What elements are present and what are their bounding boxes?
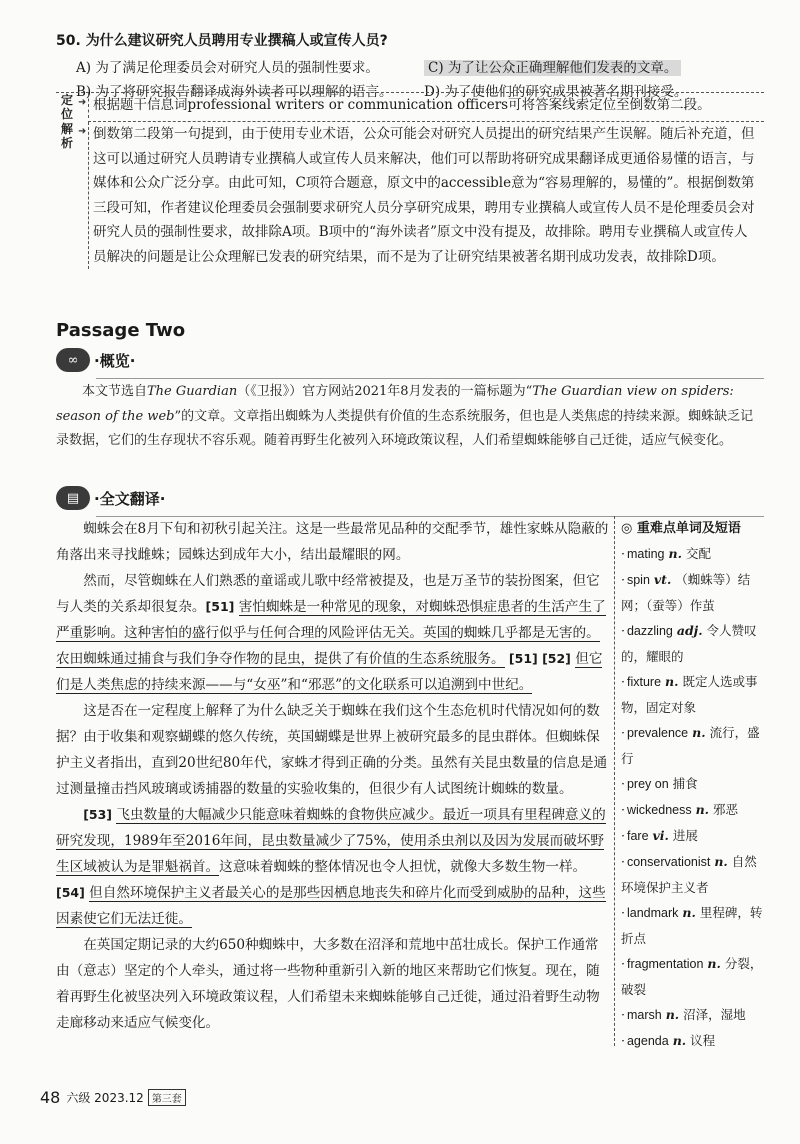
locate-text: 根据题干信息词professional writers or communication officers可将答案线索定位至倒数第二段。: [88, 93, 764, 118]
target-icon: ◎: [621, 521, 633, 536]
vocab-item: · fragmentation n. 分裂，破裂: [621, 951, 764, 1002]
analysis-box: [56, 92, 764, 269]
vocab-sidebar: [614, 516, 764, 1046]
vocab-title: ◎ 重难点单词及短语: [621, 521, 741, 536]
book-icon: ▤: [56, 486, 90, 510]
book-label: 第三套: [148, 1089, 186, 1106]
vocab-item: · wickedness n. 邪恶: [621, 797, 764, 823]
passage-title: Passage Two: [56, 320, 186, 341]
paragraph-1: 蜘蛛会在8月下旬和初秋引起关注。这是一些最常见品种的交配季节，雄性家蛛从隐蔽的角落出来寻找雌蛛；园蛛达到成年大小，结出最耀眼的网。: [56, 521, 609, 563]
translation-label: ·全文翻译·: [94, 489, 166, 508]
locate-row: [56, 93, 764, 121]
paragraph-2: 然而，尽管蜘蛛在人们熟悉的童谣或儿歌中经常被提及，也是万圣节的装扮图案，但它与人类的关系却很复杂。[51] 害怕蜘蛛是一种常见的现象，对蜘蛛恐惧症患者的生活产生了严重影响。这种害怕的盛行似乎与任何合理的风险评估无关。英国的蜘蛛几乎都是无害的。农田蜘蛛通过捕食与我们争夺作物的昆虫，提供了有价值的生态系统服务。 [51] [52] 但它们是人类焦虑的持续来源——与“女巫”和“邪恶”的文化联系可以追溯到中世纪。: [56, 573, 606, 693]
vocab-item: · landmark n. 里程碑，转折点: [621, 900, 764, 951]
translation-head: [56, 486, 165, 510]
vocab-item: · fare vi. 进展: [621, 823, 764, 849]
option-d: D) 为了使他们的研究成果被著名期刊接受。: [424, 84, 688, 100]
footer: [40, 1088, 186, 1107]
vocab-item: · dazzling adj. 令人赞叹的，耀眼的: [621, 618, 764, 669]
question-50: [56, 30, 756, 100]
vocab-item: · marsh n. 沼泽，湿地: [621, 1002, 764, 1028]
question-title: 50. 为什么建议研究人员聘用专业撰稿人或宣传人员?: [56, 33, 388, 49]
explain-row: [56, 122, 764, 269]
translation-body: [56, 516, 612, 1036]
page-number: 48: [40, 1088, 61, 1107]
option-c: C) 为了让公众正确理解他们发表的文章。: [424, 56, 772, 76]
explain-tag: 解析: [60, 122, 73, 150]
paragraph-5: 在英国定期记录的大约650种蜘蛛中，大多数在沼泽和荒地中茁壮成长。保护工作通常由（意志）坚定的个人牵头，通过将一些物种重新引入新的地区来帮助它们恢复。现在，随着再野生化被坚决列入环境政策议程，人们希望未来蜘蛛能够自己迁徙，通过沿着野生动物走廊移动来适应气候变化。: [56, 937, 600, 1031]
vocab-item: · mating n. 交配: [621, 541, 764, 567]
explain-text: 倒数第二段第一句提到，由于使用专业术语，公众可能会对研究人员提出的研究结果产生误解。随后补充道，但这可以通过研究人员聘请专业撰稿人或宣传人员来解决，他们可以帮助将研究成果翻译成更通俗易懂的语言，与媒体和公众广泛分享。由此可知，C项符合题意，原文中的accessible意为“容易理解的，易懂的”。根据倒数第三段可知，作者建议伦理委员会强制要求研究人员分享研究成果，聘用专业撰稿人或宣传人员不是伦理委员会对研究人员的强制性要求，故排除A项。B项中的“海外读者”原文中没有提及，故排除。聘用专业撰稿人或宣传人员解决的问题是让公众理解已发表的研究结果，而不是为了让研究结果被著名期刊成功发表，故排除D项。: [88, 122, 764, 269]
glasses-icon: ∞: [56, 348, 90, 372]
option-a: A) 为了满足伦理委员会对研究人员的强制性要求。: [76, 60, 379, 76]
divider: [96, 378, 764, 379]
vocab-item: · prey on 捕食: [621, 771, 764, 797]
paragraph-3: 这是否在一定程度上解释了为什么缺乏关于蜘蛛在我们这个生态危机时代情况如何的数据？由于收集和观察蝴蝶的悠久传统，英国蝴蝶是世界上被研究最多的昆虫群体。但蜘蛛保护主义者指出，直到20世纪80年代，家蛛才得到正确的分类。虽然有关昆虫数量的信息是通过测量撞击挡风玻璃或诱捕器的数量的实验收集的，但很少有人试图统计蜘蛛的数量。: [56, 703, 608, 797]
locate-tag: 定位: [60, 93, 73, 121]
overview-label: ·概览·: [94, 351, 136, 370]
overview-text: 本文节选自The Guardian（《卫报》）官方网站2021年8月发表的一篇标题为“The Guardian view on spiders: season of the web”的文章。文章指出蜘蛛为人类提供有价值的生态系统服务，但也是人类焦虑的持续来源。蜘蛛缺乏记录数据，它们的生存现状不容乐观。随着再野生化被列入环境政策议程，人们希望蜘蛛能够自己迁徙，适应气候变化。: [56, 384, 754, 448]
vocab-item: · prevalence n. 流行，盛行: [621, 720, 764, 771]
vocab-item: · agenda n. 议程: [621, 1028, 764, 1054]
vocab-item: · conservationist n. 自然环境保护主义者: [621, 849, 764, 900]
vocab-list: [621, 541, 764, 1054]
arrow-icon: ➜: [78, 97, 87, 108]
overview-head: [56, 348, 135, 372]
option-b: B) 为了将研究报告翻译成海外读者可以理解的语言。: [76, 84, 393, 100]
vocab-item: · fixture n. 既定人选或事物，固定对象: [621, 669, 764, 720]
series-label: 六级 2023.12: [66, 1091, 144, 1105]
vocab-item: · spin vt. （蜘蛛等）结网；（蚕等）作茧: [621, 567, 764, 618]
paragraph-4: [53] 飞虫数量的大幅减少只能意味着蜘蛛的食物供应减少。最近一项具有里程碑意义的研究发现，1989年至2016年间，昆虫数量减少了75%，使用杀虫剂以及因为发展而破坏野生区域被认为是罪魁祸首。这意味着蜘蛛的整体情况也令人担忧，就像大多数生物一样。 [54] 但自然环境保护主义者最关心的是那些因栖息地丧失和碎片化而受到威胁的品种，这些因素使它们无法迁徙。: [56, 807, 606, 927]
arrow-icon: ➜: [78, 126, 87, 137]
